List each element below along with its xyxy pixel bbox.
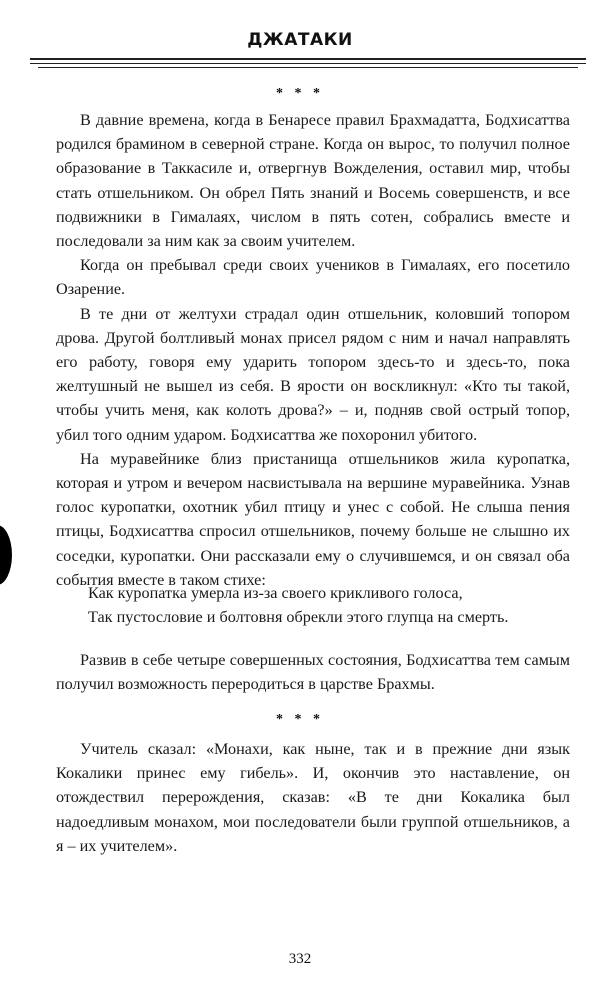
paragraph-2: Когда он пребывал среди своих учеников в Гималаях, его посетило Озарение. [56,256,570,299]
section-separator-top: * * * [276,86,324,101]
header-rule-thin-line-2 [38,67,578,68]
header-rule-thin-line [30,63,586,64]
verse-line-2: Так пустословие и болтовня обрекли этого глупца на смерть. [88,608,509,626]
after-verse-paragraph: Развив в себе четыре совершенных состояния, Бодхисаттва тем самым получил возможность переродиться в царстве Брахмы. [56,651,570,694]
scan-edge-mark [0,525,12,585]
running-header-title: ДЖАТАКИ [247,30,353,50]
closing-paragraph: Учитель сказал: «Монахи, как ныне, так и в прежние дни язык Кокалики принес ему гибель». И, окончив это наставление, он отождествил перерождения, сказав: «В те дни Кокалика был надоедливым монахом, мои последователи были группой отшельников, а я – их учителем». [56,740,570,855]
section-separator-bottom: * * * [276,712,324,727]
paragraph-4: На муравейнике близ пристанища отшельников жила куропатка, которая и утром и вечером насвистывала на вершине муравейника. Узнав голос куропатки, охотник убил птицу и унес с собой. Не слыша пения птицы, Бодхисаттва спросил отшельников, почему больше не слышно их соседки, куропатки. Они рассказали ему о случившемся, и он связал оба события вместе в таком стихе: [56,449,570,589]
verse [88,581,568,629]
closing-block [56,737,570,858]
after-verse-block [56,648,570,696]
paragraph-3: В те дни от желтухи страдал один отшельник, коловший топором дрова. Другой болтливый монах присел рядом с ним и начал направлять его работу, говоря ему ударить топором здесь-то и здесь-то, пока желтушный не вышел из себя. В ярости он воскликнул: «Кто ты такой, чтобы учить меня, как колоть дрова?» – и, подняв свой острый топор, убил того одним ударом. Бодхисаттва же похоронил убитого. [56,304,570,444]
verse-line-1: Как куропатка умерла из-за своего крикливого голоса, [88,584,463,602]
paragraph-1: В давние времена, когда в Бенаресе правил Брахмадатта, Бодхисаттва родился брамином в северной стране. Когда он вырос, то получил полное образование в Таккасиле и, отвергнув Вожделения, оставил мир, чтобы стать отшельником. Он обрел Пять знаний и Восемь совершенств, и все подвижники в Гималаях, числом в пять сотен, собрались вместе и последовали за ним как за своим учителем. [56,111,570,251]
header-rule [30,58,586,72]
main-text-block [56,108,570,592]
page-number: 332 [288,951,312,967]
header-rule-thick-line [30,58,586,60]
